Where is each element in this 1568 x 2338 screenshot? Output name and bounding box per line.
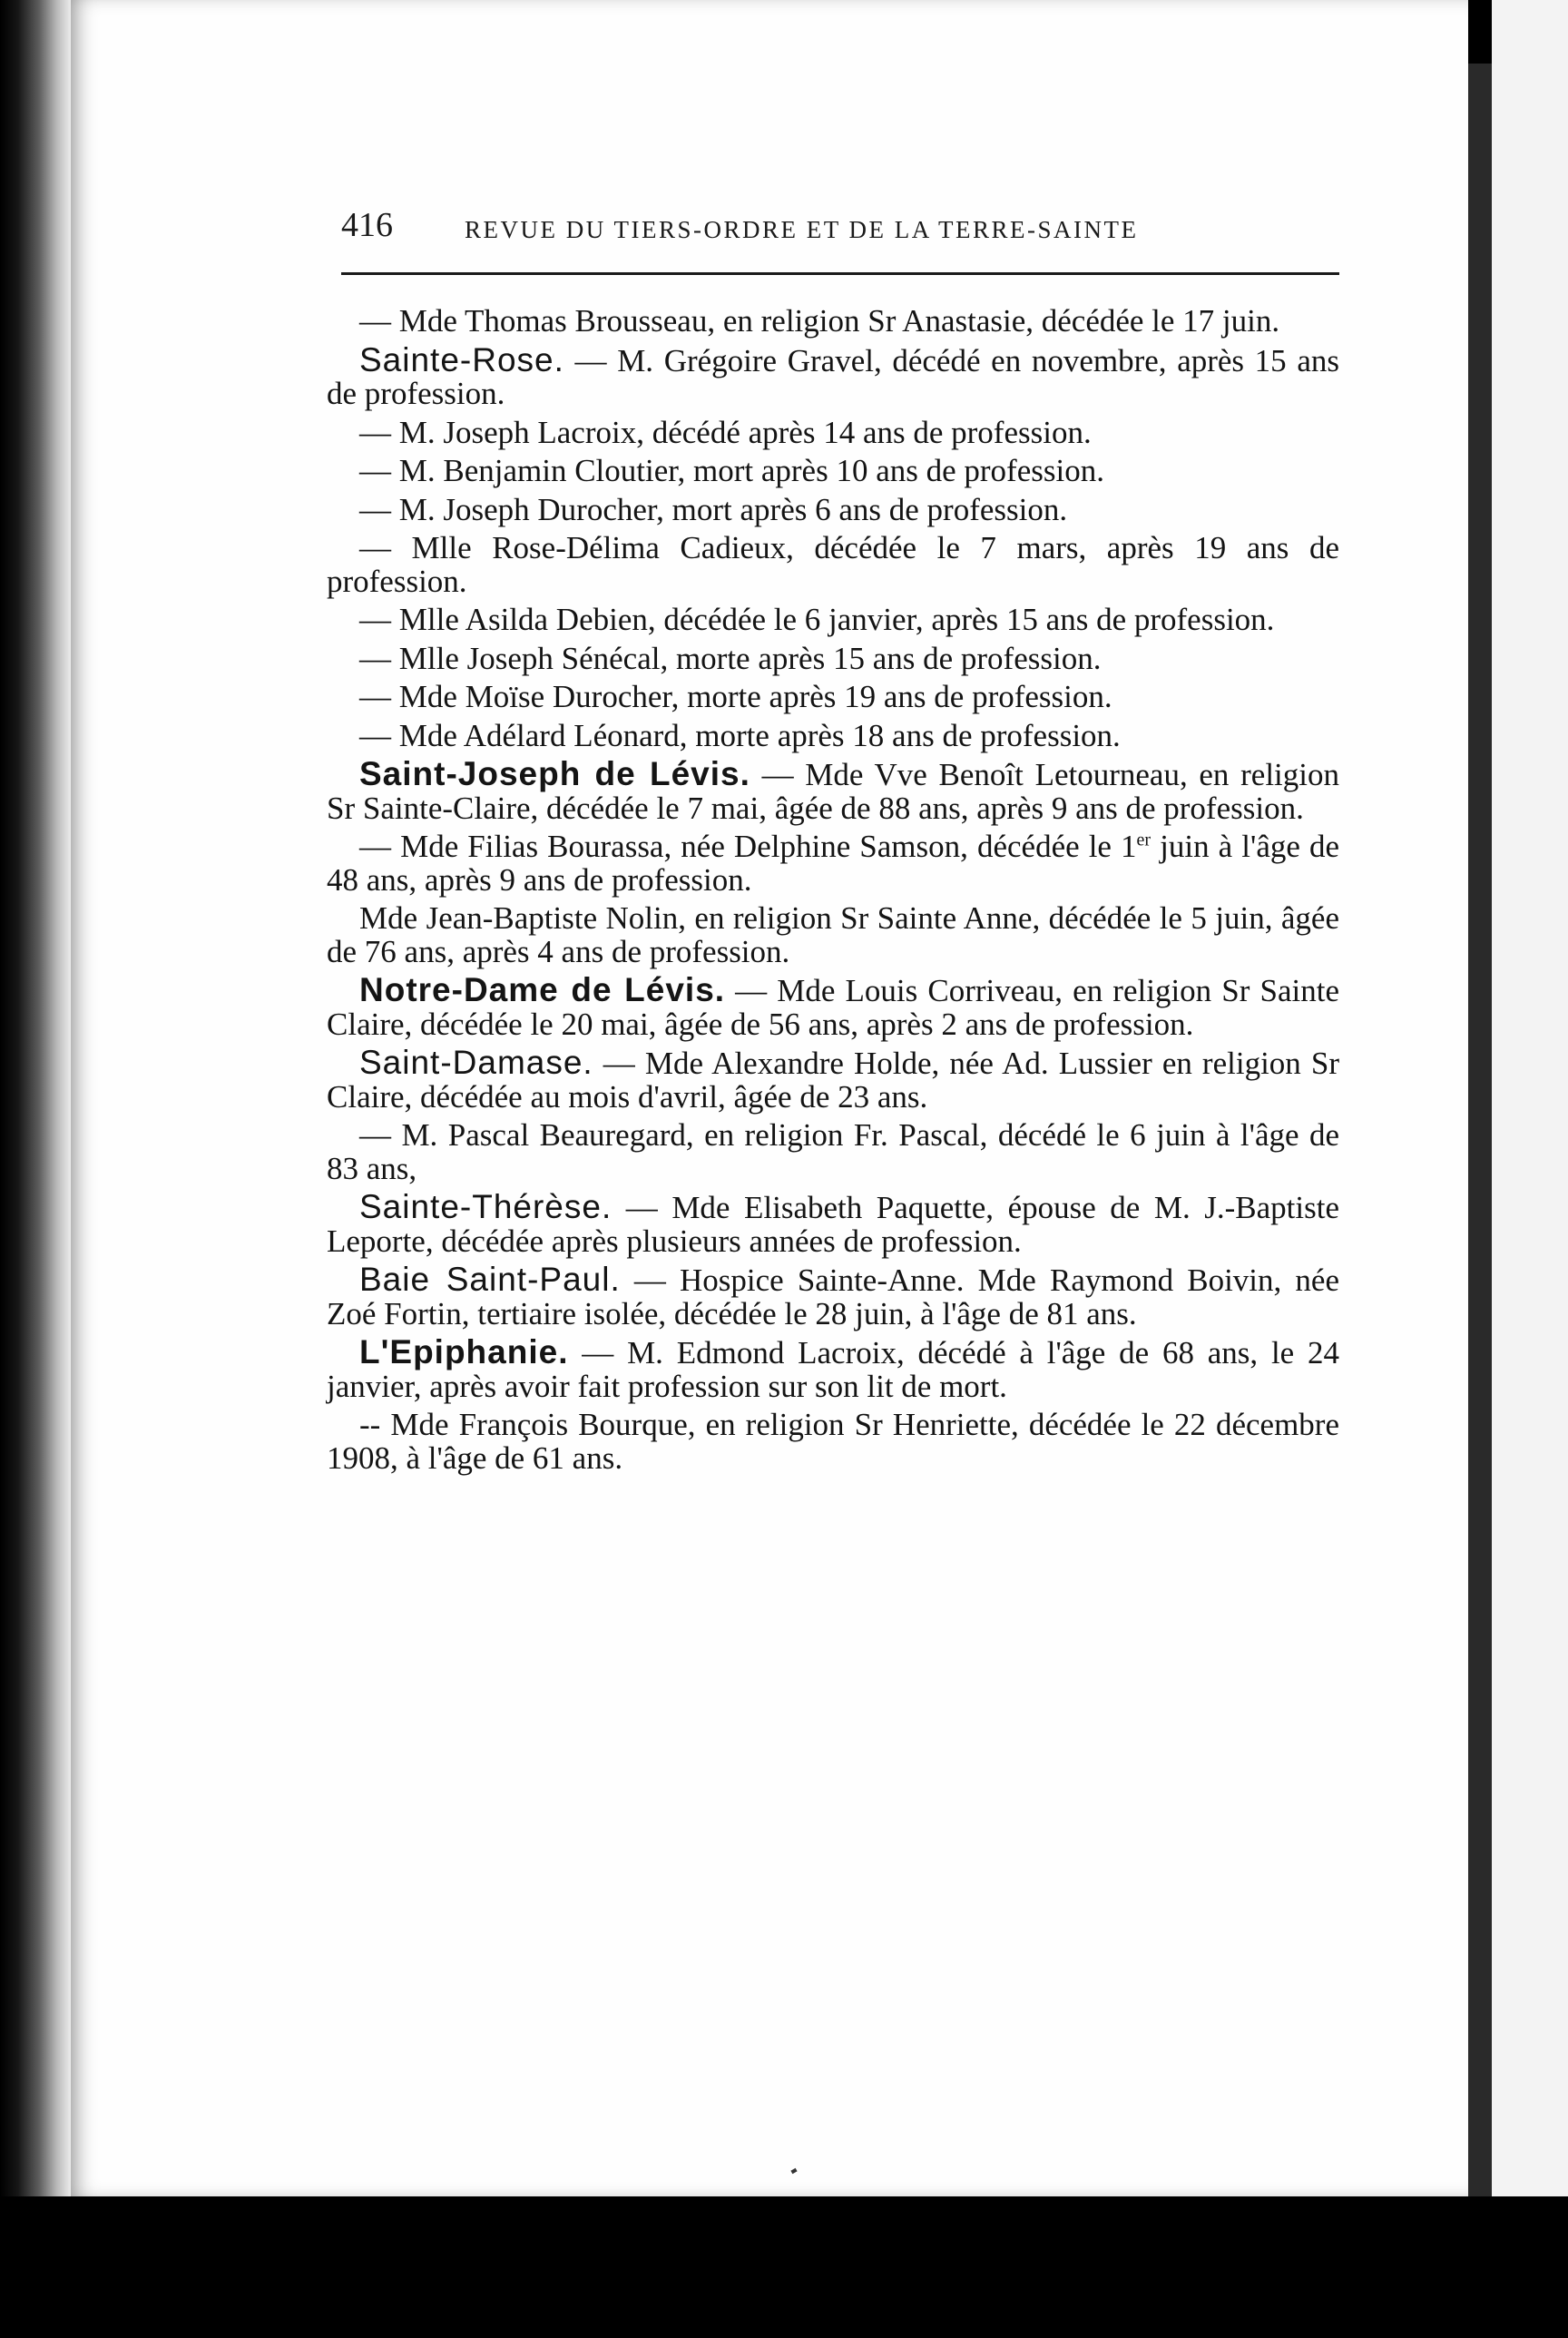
next-page-edge [1468, 64, 1492, 2196]
entry [327, 305, 1339, 339]
entry [327, 455, 1339, 488]
entry-text: — Mde Alexandre Holde, née Ad. Lussier en religion Sr Claire, décédée au mois d'avril, âgée de 23 ans. [327, 1046, 1339, 1115]
entry [327, 681, 1339, 714]
obituary-list [327, 305, 1339, 1480]
entry [327, 755, 1340, 826]
entry-text: — Hospice Sainte-Anne. Mde Raymond Boivin, née Zoé Fortin, tertiaire isolée, décédée le 28 juin, à l'âge de 81 ans. [327, 1262, 1339, 1331]
entry [327, 414, 1339, 450]
page-number: 416 [341, 206, 393, 244]
entry-text: — M. Pascal Beauregard, en religion Fr. Pascal, décédé le 6 juin à l'âge de 83 ans, [327, 1117, 1339, 1186]
entry-text: — Mlle Joseph Sénécal, morte après 15 ans de profession. [359, 640, 1102, 676]
entry [327, 340, 1339, 411]
entry [327, 1333, 1339, 1404]
entry [327, 902, 1339, 968]
parish-heading: Sainte-Rose. [359, 340, 564, 378]
entry [327, 491, 1339, 527]
entry-text: — Mde Adélard Léonard, morte après 18 ans de profession. [359, 717, 1121, 753]
entry-text: — Mde Louis Corriveau, en religion Sr Sainte Claire, décédée le 20 mai, âgée de 56 ans, après 2 ans de profession. [327, 973, 1339, 1042]
entry-text: — Mde Vve Benoît Letourneau, en religion Sr Sainte-Claire, décédée le 7 mai, âgée de 88 ans, après 9 ans de profession. [327, 757, 1340, 826]
entry [327, 640, 1339, 676]
entry-text: — M. Joseph Lacroix, décédé après 14 ans de profession. [359, 414, 1092, 450]
entry [327, 717, 1339, 753]
parish-heading: L'Epiphanie. [359, 1333, 569, 1370]
entry [327, 532, 1339, 598]
entry [327, 1119, 1339, 1185]
entry [327, 1409, 1339, 1475]
entry-text: — Mlle Asilda Debien, décédée le 6 janvier, après 15 ans de profession. [359, 602, 1275, 637]
entry [327, 604, 1339, 637]
scan-bottom-border [0, 2196, 1568, 2338]
entry [327, 1263, 1339, 1331]
entry-text: — Mde Elisabeth Paquette, épouse de M. J.-Baptiste Leporte, décédée après plusieurs années de profession. [327, 1190, 1339, 1259]
entry-text: — Mde Thomas Brousseau, en religion Sr Anastasie, décédée le 17 juin. [359, 303, 1280, 339]
parish-heading: Sainte-Thérèse. [359, 1188, 612, 1225]
entry-text: — M. Edmond Lacroix, décédé à l'âge de 68 ans, le 24 janvier, après avoir fait profession sur son lit de mort. [327, 1335, 1339, 1404]
parish-heading: Baie Saint-Paul. [359, 1261, 621, 1298]
parish-heading: Notre-Dame de Lévis. [359, 971, 726, 1008]
entry [327, 971, 1339, 1042]
header-rule [341, 272, 1339, 275]
entry-text: — Mlle Rose-Délima Cadieux, décédée le 7 mars, après 19 ans de profession. [327, 530, 1339, 599]
entry [327, 1188, 1339, 1259]
book-binding-shadow [0, 0, 71, 2196]
next-page-strip [1492, 0, 1568, 2196]
page-header [341, 201, 1339, 265]
running-title: REVUE DU TIERS-ORDRE ET DE LA TERRE-SAINTE [465, 216, 1139, 243]
entry [327, 830, 1339, 897]
entry-text: — M. Grégoire Gravel, décédé en novembre, après 15 ans de profession. [327, 342, 1339, 411]
superscript: er [1136, 830, 1152, 850]
parish-heading: Saint-Damase. [359, 1044, 593, 1081]
entry [327, 1046, 1339, 1114]
entry-text: — Mde Moïse Durocher, morte après 19 ans de profession. [359, 679, 1112, 714]
entry-text-continued: juin à l'âge de 48 ans, après 9 ans de profession. [327, 829, 1339, 898]
entry-text: — M. Joseph Durocher, mort après 6 ans de profession. [359, 491, 1068, 527]
entry-text: — Mde Filias Bourassa, née Delphine Samson, décédée le 1 [359, 829, 1137, 864]
entry-text: -- Mde François Bourque, en religion Sr Henriette, décédée le 22 décembre 1908, à l'âge de 61 ans. [327, 1407, 1339, 1476]
entry-text: — M. Benjamin Cloutier, mort après 10 ans de profession. [359, 453, 1104, 488]
entry-text: Mde Jean-Baptiste Nolin, en religion Sr Sainte Anne, décédée le 5 juin, âgée de 76 ans, après 4 ans de profession. [327, 900, 1339, 969]
parish-heading: Saint-Joseph de Lévis. [359, 755, 750, 792]
